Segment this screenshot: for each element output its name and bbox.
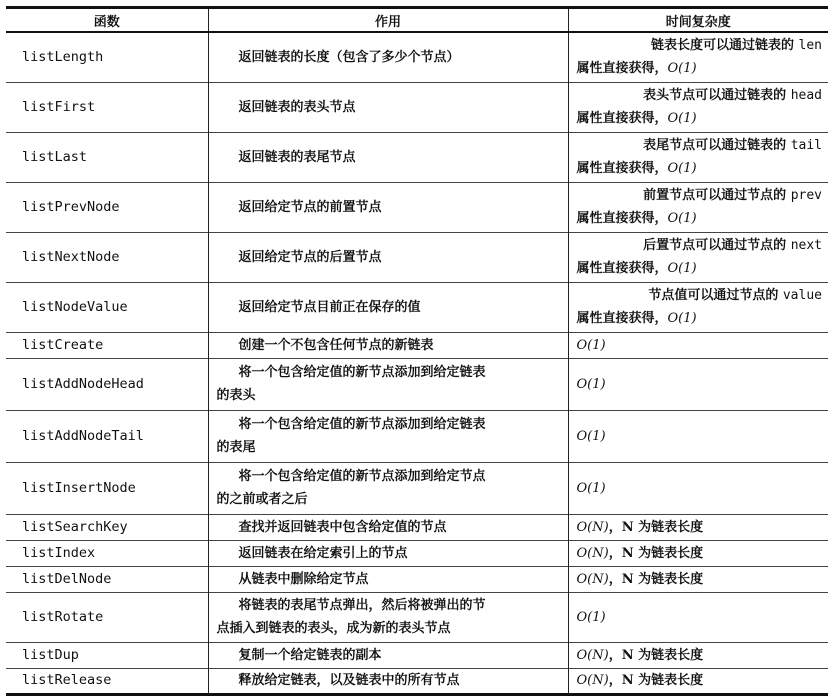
complexity-note: ，N 为链表长度 bbox=[608, 519, 704, 535]
complexity-cell bbox=[568, 332, 828, 358]
big-o: O(N) bbox=[576, 647, 609, 663]
big-o: O(1) bbox=[576, 609, 606, 625]
purpose-text: 将链表的表尾节点弹出，然后将被弹出的节 bbox=[238, 598, 486, 613]
purpose-cell bbox=[208, 514, 568, 540]
complexity-cell bbox=[568, 358, 828, 410]
purpose-text: 将一个包含给定值的新节点添加到给定节点 bbox=[238, 469, 486, 484]
complexity-note: ，N 为链表长度 bbox=[608, 545, 704, 561]
function-name: listIndex bbox=[6, 540, 208, 566]
purpose-cell bbox=[208, 232, 568, 282]
complexity-text: 前置节点可以通过节点的 bbox=[643, 188, 791, 203]
big-o: O(1) bbox=[667, 211, 697, 226]
table-row bbox=[6, 566, 828, 592]
complexity-note: ，N 为链表长度 bbox=[608, 673, 704, 688]
complexity-cell bbox=[568, 514, 828, 540]
function-name: listDup bbox=[6, 642, 208, 668]
function-name: listInsertNode bbox=[6, 462, 208, 514]
purpose-text-cont: 的表头 bbox=[216, 388, 256, 403]
purpose-text: 返回给定节点的后置节点 bbox=[238, 249, 382, 265]
function-name: listCreate bbox=[6, 332, 208, 358]
complexity-cell bbox=[568, 410, 828, 462]
purpose-cell bbox=[208, 182, 568, 232]
big-o: O(1) bbox=[576, 480, 606, 496]
big-o: O(1) bbox=[576, 428, 606, 444]
linked-list-api-table bbox=[6, 6, 828, 696]
purpose-text: 释放给定链表，以及链表中的所有节点 bbox=[238, 673, 460, 688]
purpose-text: 返回链表在给定索引上的节点 bbox=[238, 545, 408, 561]
purpose-cell bbox=[208, 540, 568, 566]
big-o: O(1) bbox=[576, 337, 606, 353]
big-o: O(N) bbox=[576, 571, 609, 587]
complexity-cell bbox=[568, 182, 828, 232]
purpose-text-cont: 的表尾 bbox=[216, 440, 256, 455]
header-function: 函数 bbox=[6, 8, 208, 33]
complexity-text-cont: 属性直接获得， bbox=[576, 311, 668, 326]
complexity-text: 节点值可以通过节点的 bbox=[648, 288, 783, 303]
complexity-cell bbox=[568, 592, 828, 642]
purpose-cell bbox=[208, 566, 568, 592]
header-row bbox=[6, 8, 828, 33]
complexity-cell bbox=[568, 540, 828, 566]
purpose-text: 将一个包含给定值的新节点添加到给定链表 bbox=[238, 417, 486, 432]
complexity-text: 表尾节点可以通过链表的 bbox=[643, 138, 791, 153]
purpose-cell bbox=[208, 642, 568, 668]
table-row bbox=[6, 410, 828, 462]
field-name: value bbox=[782, 288, 822, 303]
field-name: head bbox=[790, 88, 822, 103]
big-o: O(1) bbox=[576, 376, 606, 392]
function-name: listLast bbox=[6, 132, 208, 182]
complexity-cell bbox=[568, 82, 828, 132]
function-name: listAddNodeTail bbox=[6, 410, 208, 462]
big-o: O(1) bbox=[667, 111, 697, 126]
purpose-cell bbox=[208, 32, 568, 82]
field-name: len bbox=[798, 38, 822, 54]
purpose-cell bbox=[208, 132, 568, 182]
header-purpose: 作用 bbox=[208, 8, 568, 33]
table-row bbox=[6, 592, 828, 642]
complexity-text: 表头节点可以通过链表的 bbox=[643, 88, 791, 103]
complexity-text-cont: 属性直接获得， bbox=[576, 261, 668, 276]
complexity-cell bbox=[568, 32, 828, 82]
table-row bbox=[6, 282, 828, 332]
field-name: next bbox=[790, 238, 822, 253]
table-row bbox=[6, 132, 828, 182]
big-o: O(1) bbox=[667, 261, 697, 276]
complexity-cell bbox=[568, 282, 828, 332]
function-name: listNextNode bbox=[6, 232, 208, 282]
purpose-cell bbox=[208, 410, 568, 462]
function-name: listFirst bbox=[6, 82, 208, 132]
purpose-text: 从链表中删除给定节点 bbox=[238, 571, 369, 587]
purpose-text: 查找并返回链表中包含给定值的节点 bbox=[238, 519, 447, 535]
field-name: prev bbox=[790, 188, 822, 203]
big-o: O(1) bbox=[667, 161, 697, 176]
function-name: listRotate bbox=[6, 592, 208, 642]
purpose-cell bbox=[208, 282, 568, 332]
field-name: tail bbox=[790, 138, 822, 153]
complexity-cell bbox=[568, 132, 828, 182]
purpose-text: 返回链表的表尾节点 bbox=[238, 149, 356, 165]
purpose-text: 创建一个不包含任何节点的新链表 bbox=[238, 337, 434, 353]
purpose-cell bbox=[208, 358, 568, 410]
purpose-text: 返回链表的表头节点 bbox=[238, 99, 356, 115]
function-name: listRelease bbox=[6, 668, 208, 694]
complexity-text-cont: 属性直接获得， bbox=[576, 111, 668, 126]
big-o: O(N) bbox=[576, 545, 609, 561]
purpose-text: 返回给定节点的前置节点 bbox=[238, 199, 382, 215]
purpose-cell bbox=[208, 82, 568, 132]
function-name: listLength bbox=[6, 32, 208, 82]
complexity-text-cont: 属性直接获得， bbox=[576, 211, 668, 226]
function-name: listSearchKey bbox=[6, 514, 208, 540]
purpose-text: 返回给定节点目前正在保存的值 bbox=[238, 299, 421, 315]
table-row bbox=[6, 514, 828, 540]
complexity-cell bbox=[568, 642, 828, 668]
purpose-text-cont: 点插入到链表的表头，成为新的表头节点 bbox=[216, 621, 451, 636]
complexity-text-cont: 属性直接获得， bbox=[576, 61, 668, 77]
complexity-note: ，N 为链表长度 bbox=[608, 571, 704, 587]
function-name: listPrevNode bbox=[6, 182, 208, 232]
table-row bbox=[6, 182, 828, 232]
purpose-text: 将一个包含给定值的新节点添加到给定链表 bbox=[238, 365, 486, 380]
complexity-cell bbox=[568, 232, 828, 282]
table-row bbox=[6, 642, 828, 668]
complexity-note: ，N 为链表长度 bbox=[608, 647, 704, 663]
purpose-cell bbox=[208, 462, 568, 514]
complexity-text-cont: 属性直接获得， bbox=[576, 161, 668, 176]
function-name: listNodeValue bbox=[6, 282, 208, 332]
table-row bbox=[6, 540, 828, 566]
purpose-cell bbox=[208, 332, 568, 358]
function-name: listAddNodeHead bbox=[6, 358, 208, 410]
big-o: O(1) bbox=[667, 61, 697, 77]
big-o: O(N) bbox=[576, 673, 609, 688]
table-row bbox=[6, 332, 828, 358]
table-row bbox=[6, 358, 828, 410]
purpose-cell bbox=[208, 668, 568, 694]
purpose-text: 复制一个给定链表的副本 bbox=[238, 647, 382, 663]
complexity-cell bbox=[568, 462, 828, 514]
purpose-cell bbox=[208, 592, 568, 642]
big-o: O(N) bbox=[576, 519, 609, 535]
complexity-text: 链表长度可以通过链表的 bbox=[650, 38, 799, 54]
big-o: O(1) bbox=[667, 311, 697, 326]
header-complexity: 时间复杂度 bbox=[568, 8, 828, 33]
function-name: listDelNode bbox=[6, 566, 208, 592]
purpose-text-cont: 的之前或者之后 bbox=[216, 492, 308, 507]
complexity-cell bbox=[568, 668, 828, 694]
purpose-text: 返回链表的长度（包含了多少个节点） bbox=[238, 49, 460, 65]
table-row bbox=[6, 32, 828, 82]
table-row bbox=[6, 462, 828, 514]
table-row bbox=[6, 668, 828, 694]
complexity-text: 后置节点可以通过节点的 bbox=[643, 238, 791, 253]
table-row bbox=[6, 82, 828, 132]
table-row bbox=[6, 232, 828, 282]
complexity-cell bbox=[568, 566, 828, 592]
